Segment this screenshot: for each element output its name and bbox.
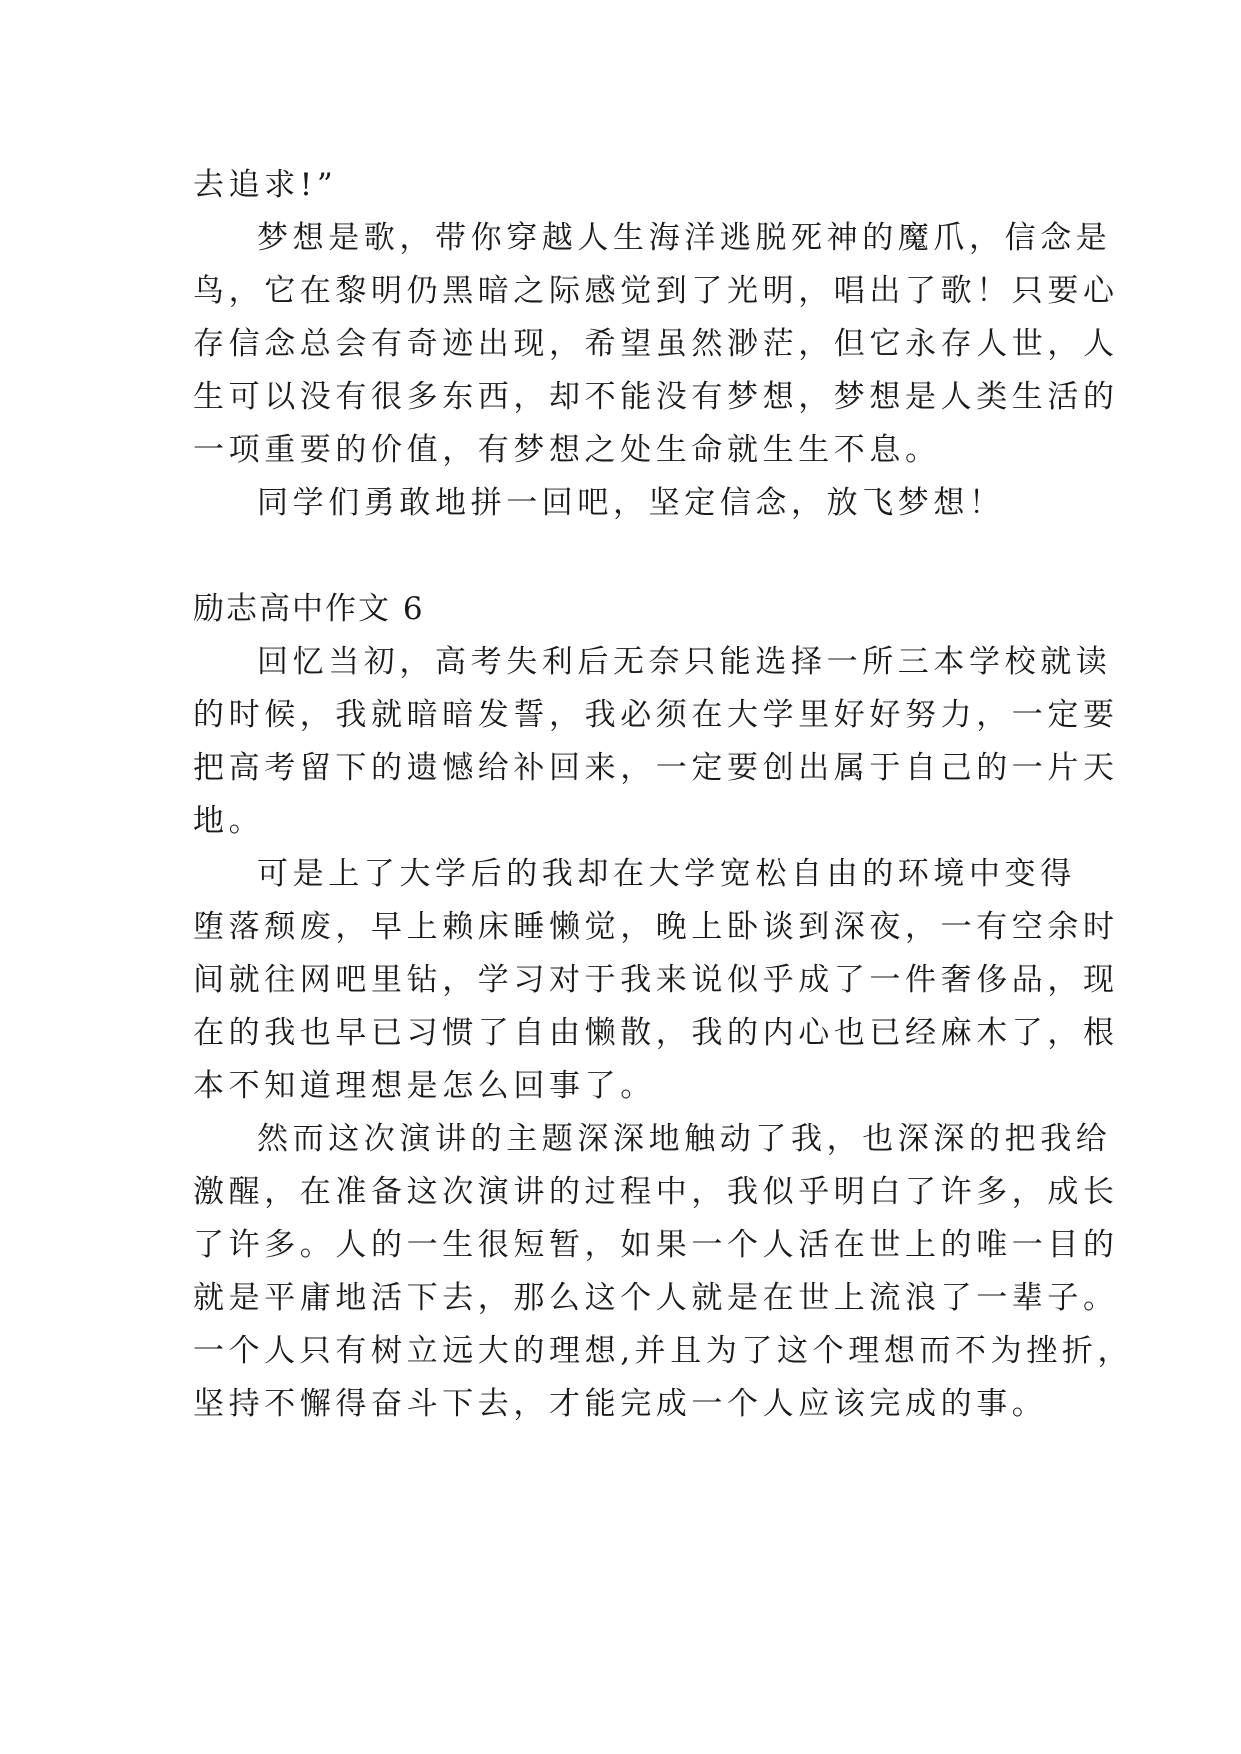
paragraph-line: 的时候，我就暗暗发誓，我必须在大学里好好努力，一定要 [193,697,1119,733]
paragraph-line: 存信念总会有奇迹出现，希望虽然渺茫，但它永存人世，人 [193,326,1119,362]
paragraph-line: 堕落颓废，早上赖床睡懒觉，晚上卧谈到深夜，一有空余时 [193,909,1119,945]
paragraph-line: 梦想是歌，带你穿越人生海洋逃脱死神的魔爪，信念是 [257,220,1112,256]
paragraph-line: 同学们勇敢地拼一回吧，坚定信念，放飞梦想！ [257,485,1005,521]
paragraph-line: 然而这次演讲的主题深深地触动了我，也深深的把我给 [257,1121,1112,1157]
paragraph-line: 间就往网吧里钻，学习对于我来说似乎成了一件奢侈品，现 [193,962,1119,998]
paragraph-line: 把高考留下的遗憾给补回来，一定要创出属于自己的一片天 [193,750,1119,786]
paragraph-line: 鸟，它在黎明仍黑暗之际感觉到了光明，唱出了歌！只要心 [193,273,1119,309]
section-heading: 励志高中作文 6 [193,591,425,627]
paragraph-line: 坚持不懈得奋斗下去，才能完成一个人应该完成的事。 [193,1386,1048,1422]
paragraph-line: 激醒，在准备这次演讲的过程中，我似乎明白了许多，成长 [193,1174,1119,1210]
paragraph-line: 去追求!” [193,167,338,203]
paragraph-line: 就是平庸地活下去，那么这个人就是在世上流浪了一辈子。 [193,1280,1119,1316]
paragraph-line: 一项重要的价值，有梦想之处生命就生生不息。 [193,432,941,468]
paragraph-line: 本不知道理想是怎么回事了。 [193,1068,656,1104]
paragraph-line: 可是上了大学后的我却在大学宽松自由的环境中变得 [257,856,1076,892]
paragraph-line: 在的我也早已习惯了自由懒散，我的内心也已经麻木了，根 [193,1015,1119,1051]
paragraph-line: 了许多。人的一生很短暂，如果一个人活在世上的唯一目的 [193,1227,1119,1263]
paragraph-line: 一个人只有树立远大的理想,并且为了这个理想而不为挫折， [193,1333,1134,1369]
paragraph-line: 回忆当初，高考失利后无奈只能选择一所三本学校就读 [257,644,1112,680]
paragraph-line: 地。 [193,803,265,839]
paragraph-line: 生可以没有很多东西，却不能没有梦想，梦想是人类生活的 [193,379,1119,415]
